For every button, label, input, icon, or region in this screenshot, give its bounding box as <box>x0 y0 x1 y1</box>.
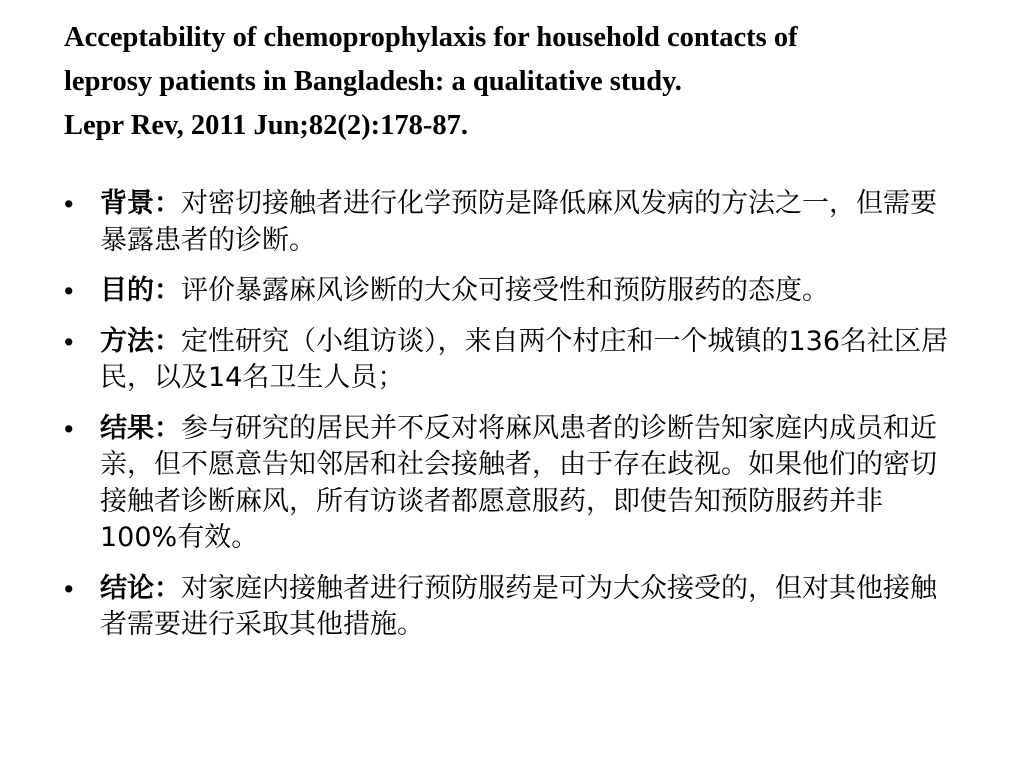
results-text: 参与研究的居民并不反对将麻风患者的诊断告知家庭内成员和近亲，但不愿意告知邻居和社会接触者，由于存在歧视。如果他们的密切接触者诊断麻风，所有访谈者都愿意服药，即使告知预防服药并非100%有效。 <box>100 412 937 553</box>
background-text: 对密切接触者进行化学预防是降低麻风发病的方法之一，但需要暴露患者的诊断。 <box>100 188 937 256</box>
bullet-dot-icon: • <box>64 326 74 357</box>
slide-title <box>64 16 964 148</box>
objective-label: 目的： <box>100 275 181 306</box>
title-line-1: Acceptability of chemoprophylaxis for household contacts of <box>64 22 798 53</box>
results-label: 结果： <box>100 412 181 444</box>
bullet-dot-icon: • <box>64 413 74 444</box>
bullet-results <box>64 411 959 557</box>
background-label: 背景： <box>100 188 181 219</box>
conclusion-text: 对家庭内接触者进行预防服药是可为大众接受的，但对其他接触者需要进行采取其他措施。 <box>100 572 937 640</box>
methods-text: 定性研究（小组访谈），来自两个村庄和一个城镇的136名社区居民，以及14名卫生人员； <box>100 325 949 393</box>
bullet-methods <box>64 324 959 397</box>
bullet-dot-icon: • <box>64 276 74 306</box>
bullet-dot-icon: • <box>64 573 74 604</box>
title-line-2: leprosy patients in Bangladesh: a qualitative study. <box>64 66 682 97</box>
methods-label: 方法： <box>100 325 181 357</box>
bullet-list <box>64 186 959 658</box>
citation: Lepr Rev, 2011 Jun;82(2):178-87. <box>64 110 469 141</box>
objective-text: 评价暴露麻风诊断的大众可接受性和预防服药的态度。 <box>181 275 829 306</box>
bullet-objective <box>64 273 959 310</box>
bullet-background <box>64 186 959 259</box>
conclusion-label: 结论： <box>100 572 181 604</box>
bullet-dot-icon: • <box>64 189 74 219</box>
bullet-conclusion <box>64 571 959 644</box>
